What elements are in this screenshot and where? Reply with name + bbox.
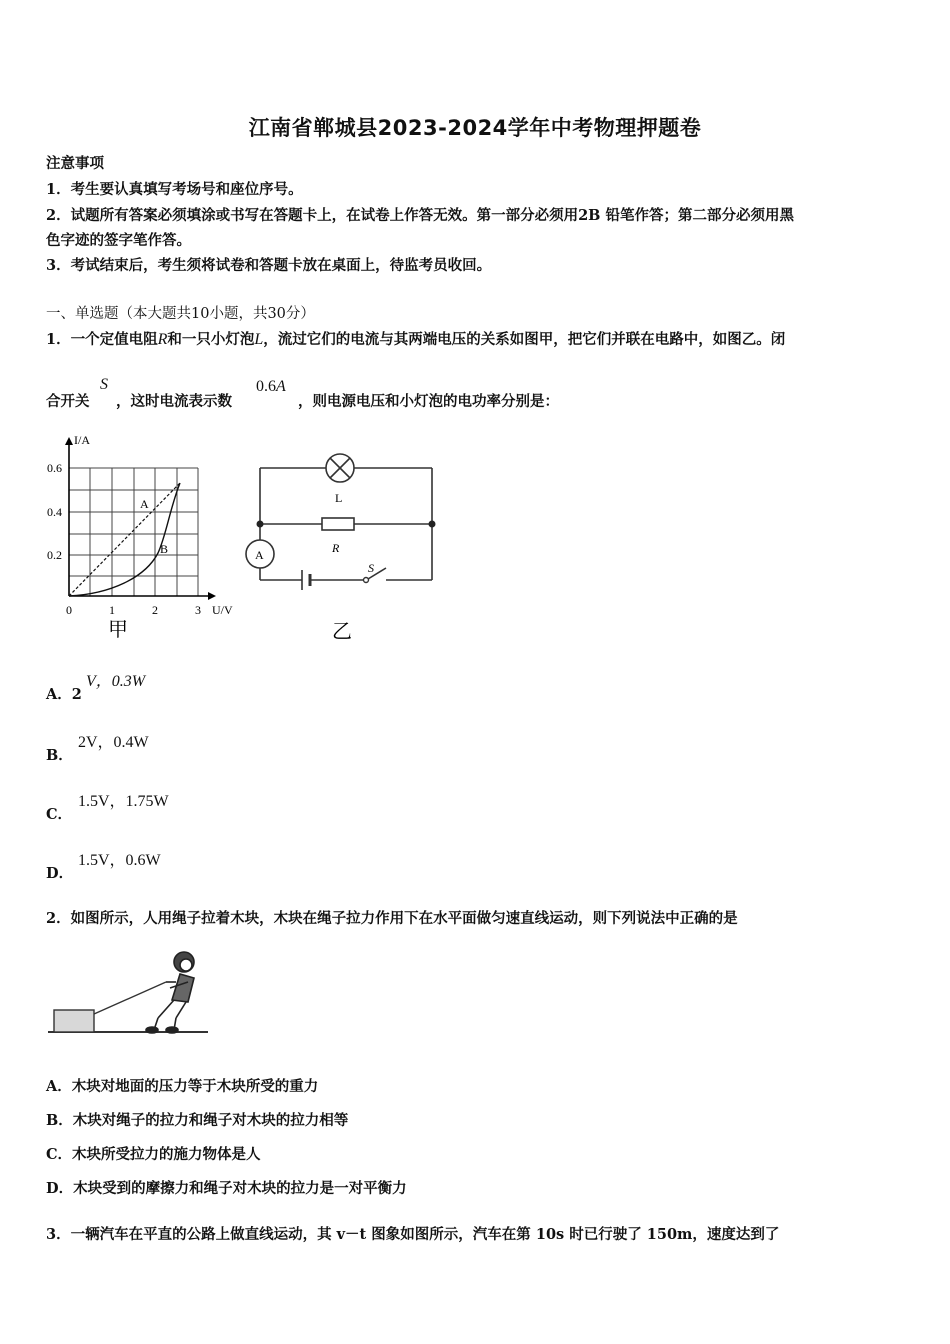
q1-text-b: 和一只小灯泡 — [167, 331, 255, 348]
junction-left — [257, 521, 264, 528]
q1-text-c: ，流过它们的电流与其两端电压的关系如图甲，把它们并联在电路中，如图乙。闭 — [263, 331, 786, 348]
y-tick-0-4: 0.4 — [47, 505, 62, 519]
battery-symbol — [302, 570, 310, 590]
x-tick-2: 2 — [152, 603, 158, 617]
curve-b-line — [69, 483, 180, 596]
q2-option-c[interactable]: C．木块所受拉力的施力物体是人 — [46, 1146, 261, 1163]
rope — [94, 982, 166, 1014]
q2-option-b[interactable]: B．木块对绳子的拉力和绳子对木块的拉力相等 — [46, 1112, 349, 1129]
page-title: 江南省郸城县2023-2024学年中考物理押题卷 — [248, 116, 702, 140]
q2-option-a[interactable]: A．木块对地面的压力等于木块所受的重力 — [46, 1078, 319, 1095]
junction-right — [429, 521, 436, 528]
lamp-symbol — [326, 454, 354, 482]
wood-block — [54, 1010, 94, 1032]
y-tick-0-6: 0.6 — [47, 461, 62, 475]
notice-item-3: 3．考试结束后，考生须将试卷和答题卡放在桌面上，待监考员收回。 — [46, 257, 492, 274]
y-axis-arrow — [65, 437, 73, 445]
q2-stem: 2．如图所示，人用绳子拉着木块，木块在绳子拉力作用下在水平面做匀速直线运动，则下列说法中正确的是 — [46, 910, 738, 927]
q1-option-a[interactable] — [46, 683, 82, 704]
curve-a-label: A — [140, 497, 149, 511]
x-axis-arrow — [208, 592, 216, 600]
y-tick-0-2: 0.2 — [47, 548, 62, 562]
q1-current — [256, 376, 286, 396]
lamp-label: L — [335, 491, 343, 505]
q1-current-unit: A — [276, 378, 286, 395]
q1-option-a-label: A． — [46, 686, 72, 703]
circuit-caption: 乙 — [332, 619, 352, 643]
person-icon — [146, 952, 194, 1033]
q1-option-b[interactable]: B． — [46, 747, 73, 764]
q1-option-b-value: 2V，0.4W — [78, 734, 149, 751]
q1-option-a-pre: 2 — [71, 686, 82, 703]
x-axis-label: U/V — [212, 603, 233, 617]
switch-label: S — [368, 561, 374, 575]
notice-item-2-cont: 色字迹的签字笔作答。 — [46, 232, 191, 249]
q1-var-r: R — [157, 331, 168, 348]
q1-option-d-value: 1.5V，0.6W — [78, 852, 161, 869]
q1-text-a: 1．一个定值电阻 — [46, 331, 158, 348]
resistor-label: R — [332, 541, 340, 555]
notice-item-1: 1．考生要认真填写考场号和座位序号。 — [46, 181, 303, 198]
q1-option-c[interactable]: C． — [46, 806, 73, 823]
ammeter-label: A — [255, 548, 264, 562]
x-tick-3: 3 — [195, 603, 201, 617]
q1-current-value: 0.6 — [256, 378, 276, 395]
q1-var-s: S — [100, 376, 108, 393]
resistor-symbol — [322, 518, 354, 530]
x-tick-1: 1 — [109, 603, 115, 617]
section-heading: 一、单选题（本大题共10小题，共30分） — [46, 306, 315, 322]
q1-option-d[interactable]: D． — [46, 865, 74, 882]
graph-caption: 甲 — [108, 617, 128, 641]
q1-option-a-value: V，0.3W — [86, 673, 146, 690]
circuit-diagram — [240, 448, 445, 648]
switch-symbol — [364, 568, 387, 583]
q1-stem-line2-a: 合开关 — [46, 393, 90, 410]
curve-b-label: B — [160, 542, 169, 556]
y-axis-label: I/A — [74, 433, 90, 447]
q1-stem-line1 — [46, 328, 785, 349]
q2-option-d[interactable]: D．木块受到的摩擦力和绳子对木块的拉力是一对平衡力 — [46, 1180, 407, 1197]
q1-stem-line2-b: ，这时电流表示数 — [116, 393, 232, 410]
q1-var-l: L — [254, 331, 264, 348]
pulling-figure — [48, 948, 208, 1038]
notice-item-2: 2．试题所有答案必须填涂或书写在答题卡上，在试卷上作答无效。第一部分必须用2B 铅笔作答；第二部分必须用黑 — [46, 207, 794, 224]
iv-graph — [40, 428, 240, 643]
q1-option-c-value: 1.5V，1.75W — [78, 793, 169, 810]
notice-heading: 注意事项 — [46, 155, 104, 172]
x-tick-0: 0 — [66, 603, 72, 617]
q3-stem: 3．一辆汽车在平直的公路上做直线运动，其 v－t 图象如图所示，汽车在第 10s 时已行驶了 150m，速度达到了 — [46, 1226, 780, 1243]
q1-stem-line2-c: ，则电源电压和小灯泡的电功率分别是： — [298, 393, 559, 410]
